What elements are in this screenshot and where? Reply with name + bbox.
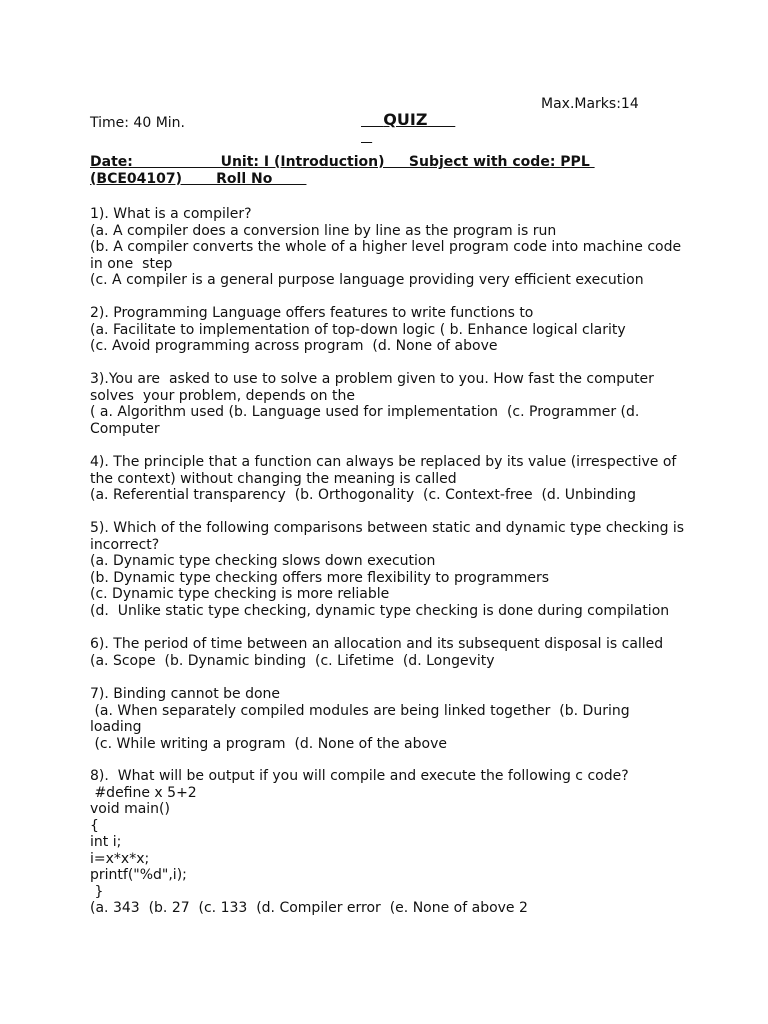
question-text: 4). The principle that a function can always be replaced by its value (irrespective of bbox=[90, 454, 677, 470]
question-line: (a. Referential transparency (b. Orthogonality (c. Context-free (d. Unbinding bbox=[90, 487, 637, 503]
question-line: Computer bbox=[90, 420, 160, 437]
time-limit: Time: 40 Min. bbox=[90, 115, 185, 131]
question-line: (c. Avoid programming across program (d. None of above bbox=[90, 338, 498, 354]
question-text: 3).You are asked to use to solve a problem given to you. How fast the computer bbox=[90, 371, 654, 387]
question-line: (a. When separately compiled modules are being linked together (b. During bbox=[90, 702, 630, 719]
question-text: 8). What will be output if you will compile and execute the following c code? bbox=[90, 768, 629, 784]
max-marks: Max.Marks:14 bbox=[541, 96, 639, 112]
question-line: loading bbox=[90, 719, 142, 735]
question-text: 7). Binding cannot be done bbox=[90, 686, 281, 702]
question-line: #define x 5+2 bbox=[90, 784, 197, 801]
question-line: } bbox=[90, 883, 104, 900]
question-line: incorrect? bbox=[90, 536, 160, 553]
question-line: int i; bbox=[90, 834, 122, 850]
question-line: i=x*x*x; bbox=[90, 850, 150, 867]
question-line: in one step bbox=[90, 255, 173, 272]
question-line: (a. 343 (b. 27 (c. 133 (d. Compiler error (e. None of above 2 bbox=[90, 900, 528, 916]
meta-line-1: Date: Unit: I (Introduction) Subject with code: PPL bbox=[90, 154, 595, 170]
question-text: 2). Programming Language offers features to write functions to bbox=[90, 305, 534, 321]
question-line: (c. A compiler is a general purpose language providing very efficient execution bbox=[90, 272, 644, 288]
question-line: (c. While writing a program (d. None of the above bbox=[90, 735, 447, 752]
question-line: printf("%d",i); bbox=[90, 867, 187, 883]
question-line: solves your problem, depends on the bbox=[90, 387, 355, 404]
question-line: (b. A compiler converts the whole of a higher level program code into machine code bbox=[90, 239, 682, 255]
question-line: ( a. Algorithm used (b. Language used for implementation (c. Programmer (d. bbox=[90, 404, 640, 420]
meta-line-2: (BCE04107) Roll No bbox=[90, 171, 307, 187]
question-line: (a. Facilitate to implementation of top-down logic ( b. Enhance logical clarity bbox=[90, 321, 626, 338]
question-line: (a. A compiler does a conversion line by line as the program is run bbox=[90, 222, 557, 239]
question-line: (b. Dynamic type checking offers more flexibility to programmers bbox=[90, 569, 549, 586]
question-text: 1). What is a compiler? bbox=[90, 206, 252, 222]
question-line: the context) without changing the meaning is called bbox=[90, 470, 457, 487]
quiz-title: QUIZ bbox=[383, 109, 428, 129]
question-text: 6). The period of time between an allocation and its subsequent disposal is called bbox=[90, 636, 664, 652]
question-line: (d. Unlike static type checking, dynamic type checking is done during compilation bbox=[90, 602, 670, 619]
question-line: (c. Dynamic type checking is more reliable bbox=[90, 586, 390, 602]
question-line: (a. Dynamic type checking slows down execution bbox=[90, 553, 436, 569]
question-line: (a. Scope (b. Dynamic binding (c. Lifetime (d. Longevity bbox=[90, 652, 495, 669]
question-line: void main() bbox=[90, 801, 170, 817]
question-text: 5). Which of the following comparisons between static and dynamic type checking is bbox=[90, 520, 685, 536]
question-line: { bbox=[90, 817, 99, 834]
